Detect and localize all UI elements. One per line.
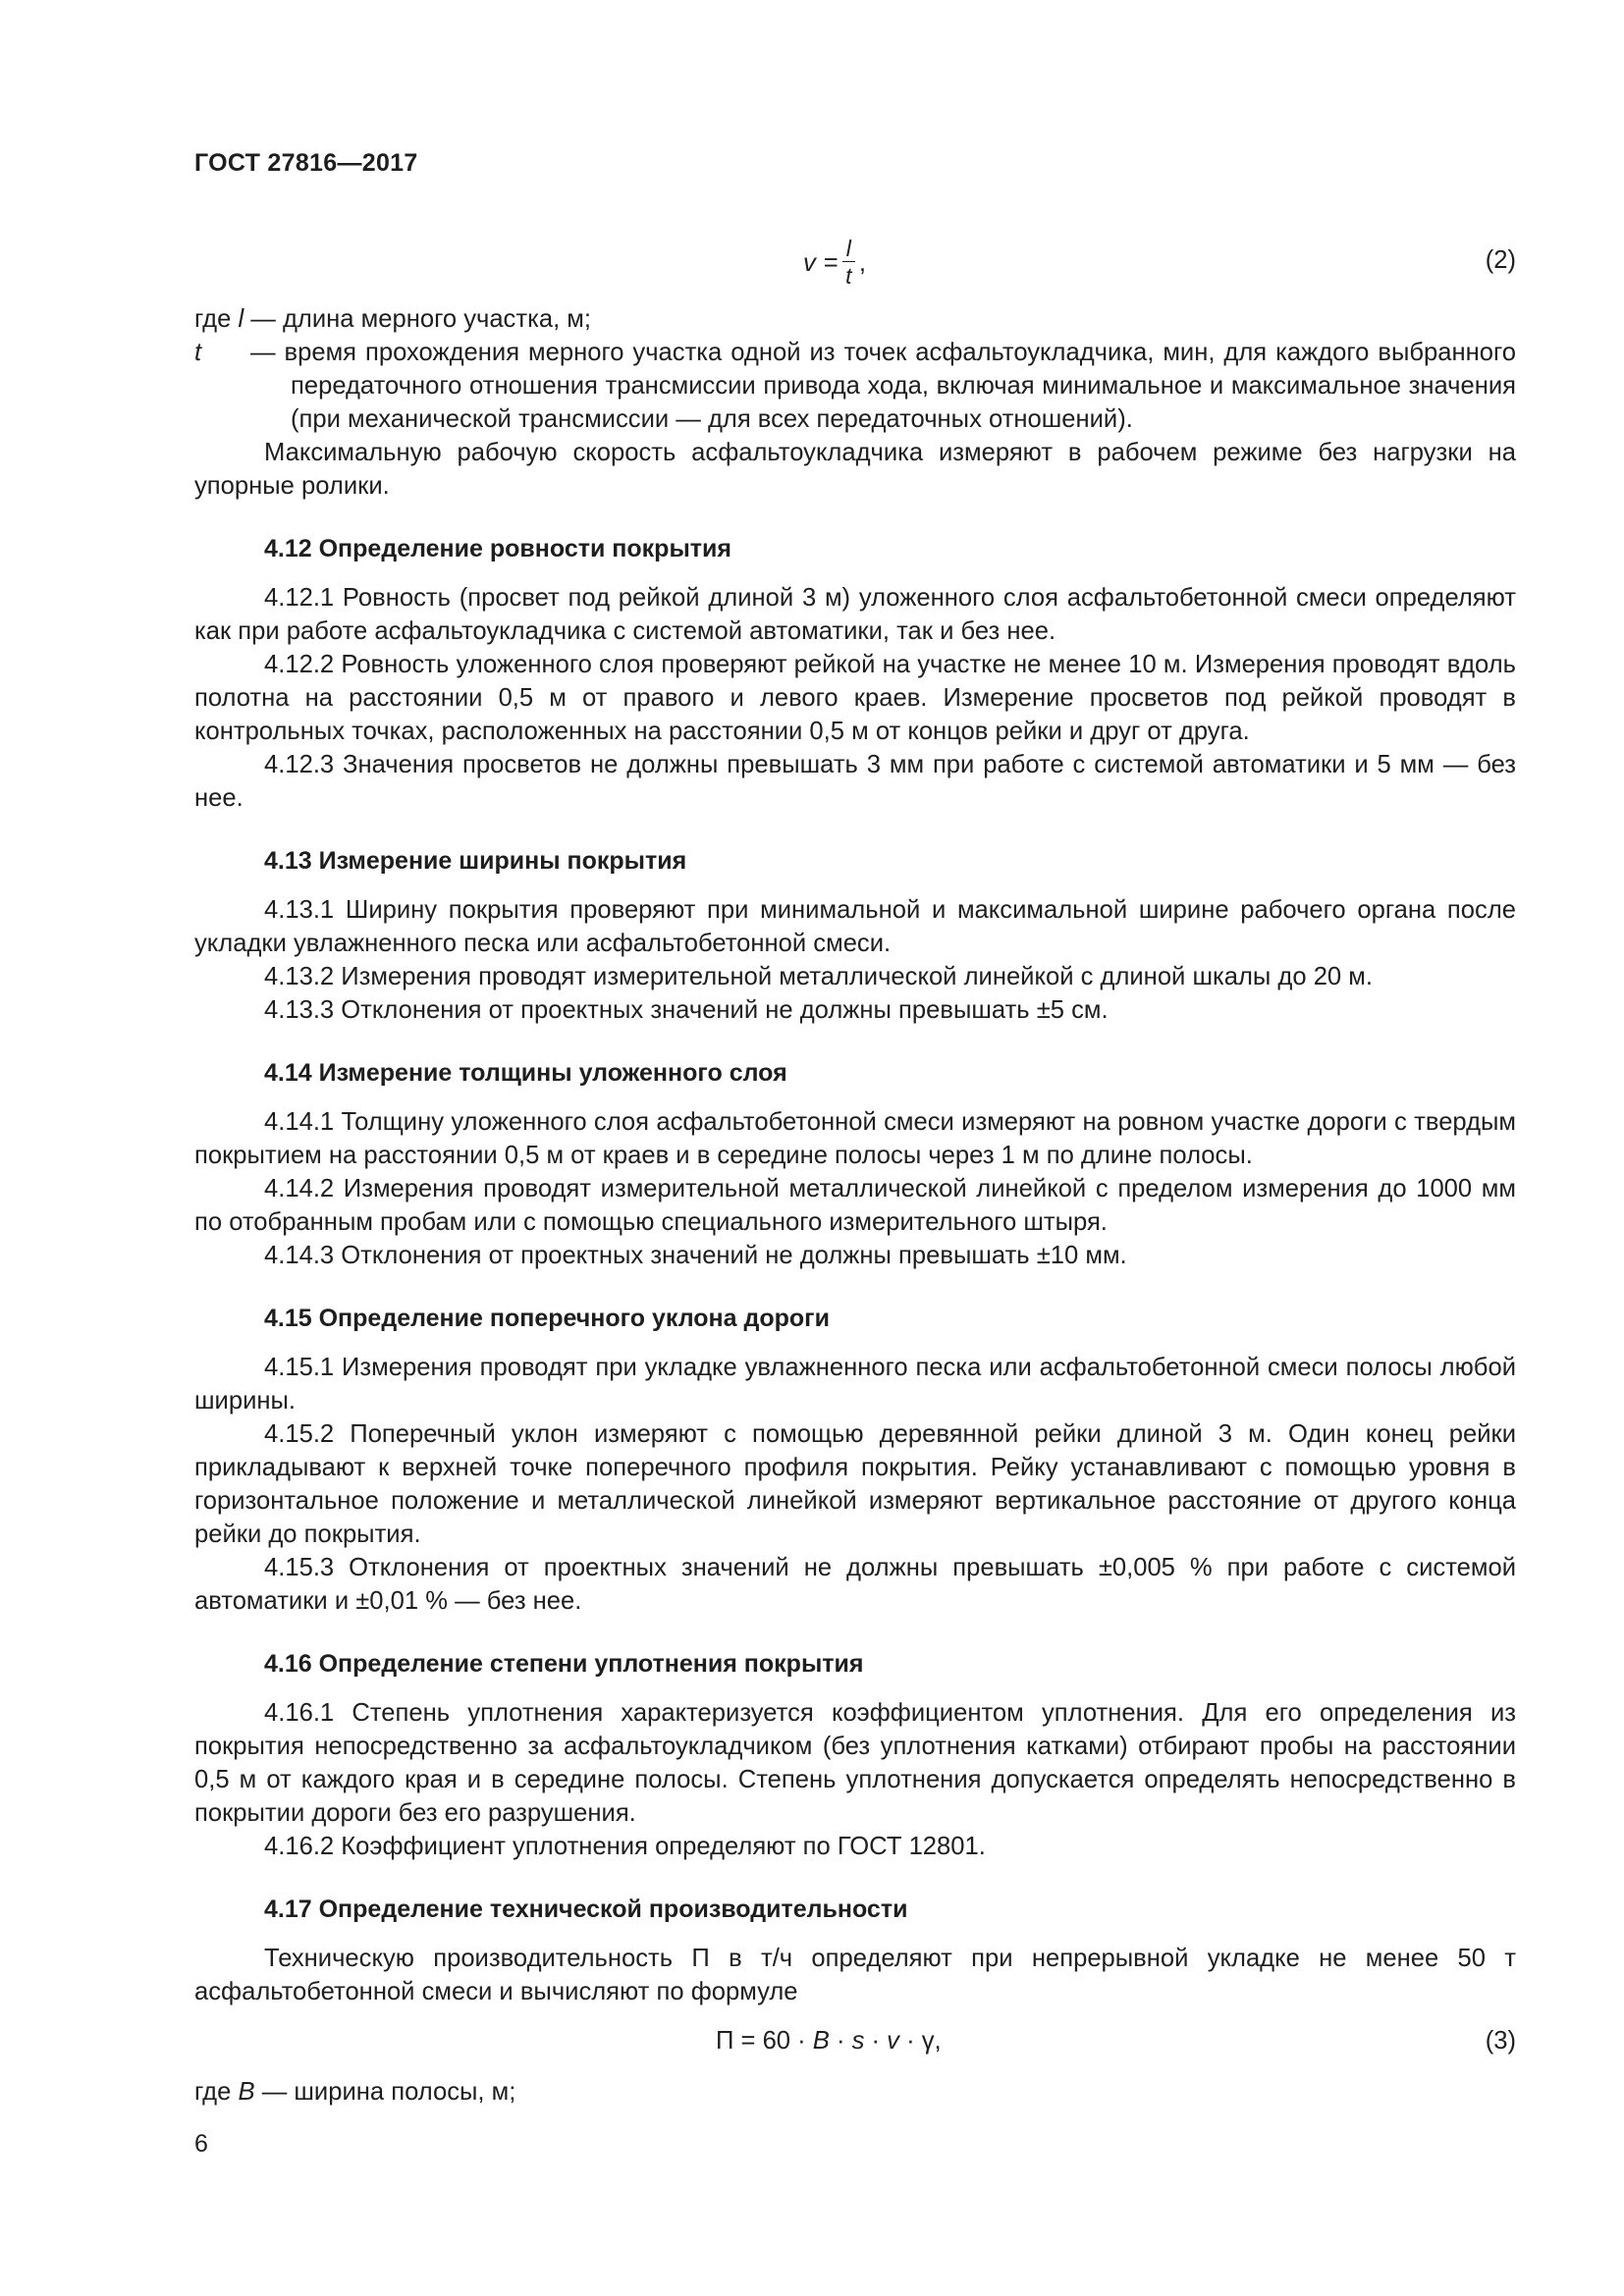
section-heading-4-12: 4.12 Определение ровности покрытия bbox=[264, 535, 731, 562]
formula-tail: · γ, bbox=[898, 2027, 942, 2055]
formula-speed-expression bbox=[803, 236, 866, 290]
formula-fraction bbox=[842, 236, 855, 290]
clause-4-12-3: 4.12.3 Значения просветов не должны превышать 3 мм при работе с системой автоматики и 5 мм — без нее. bbox=[194, 751, 1516, 812]
definition-symbol: t bbox=[194, 339, 202, 366]
where-prefix: где bbox=[194, 305, 232, 333]
section-heading-4-15: 4.15 Определение поперечного уклона дороги bbox=[264, 1305, 830, 1332]
document-header: ГОСТ 27816—2017 bbox=[194, 149, 418, 177]
formula-number: (3) bbox=[1485, 2027, 1516, 2055]
formula-dot: · bbox=[864, 2027, 888, 2055]
formula-equals: = bbox=[823, 248, 839, 277]
where-prefix: где bbox=[194, 2078, 232, 2106]
formula-var-b: B bbox=[812, 2027, 830, 2055]
clause-4-13-3: 4.13.3 Отклонения от проектных значений не должны превышать ±5 см. bbox=[264, 996, 1109, 1024]
formula-denominator: t bbox=[845, 263, 852, 289]
clause-4-17-1: Техническую производительность П в т/ч определяют при непрерывной укладке не менее 50 т асфальтобетонной смеси и вычисляют по формуле bbox=[194, 1945, 1516, 2005]
definition-text: — длина мерного участка, м; bbox=[250, 305, 591, 333]
formula-lhs: v bbox=[803, 248, 816, 277]
section-heading-4-13: 4.13 Измерение ширины покрытия bbox=[264, 847, 687, 875]
definition-symbol: l bbox=[238, 305, 244, 333]
page-number: 6 bbox=[194, 2130, 208, 2158]
clause-4-16-2: 4.16.2 Коэффициент уплотнения определяют по ГОСТ 12801. bbox=[264, 1833, 986, 1860]
clause-4-16-1: 4.16.1 Степень уплотнения характеризуется коэффициентом уплотнения. Для его определения из покрытия непосредственно за асфальтоукладчиком (без уплотнения катками) отбирают пробы на расстоянии 0,5 м от каждого края и в середине полосы. Степень уплотнения допускается определять непосредственно в покрытии дороги без его разрушения. bbox=[194, 1699, 1516, 1827]
definition-symbol: B bbox=[238, 2078, 255, 2106]
section-heading-4-17: 4.17 Определение технической производительности bbox=[264, 1896, 908, 1923]
definition-text: — ширина полосы, м; bbox=[261, 2078, 516, 2106]
clause-4-14-1: 4.14.1 Толщину уложенного слоя асфальтобетонной смеси измеряют на ровном участке дороги с твердым покрытием на расстоянии 0,5 м от краев и в середине полосы через 1 м по длине полосы. bbox=[194, 1108, 1516, 1169]
clause-4-15-2: 4.15.2 Поперечный уклон измеряют с помощью деревянной рейки длиной 3 м. Один конец рейки прикладывают к верхней точке поперечного профиля покрытия. Рейку устанавливают с помощью уровня в горизонтальное положение и металлической линейкой измеряют вертикальное расстояние от другого конца рейки до покрытия. bbox=[194, 1420, 1516, 1548]
formula-var-s: s bbox=[851, 2027, 865, 2055]
document-body bbox=[194, 236, 1516, 2109]
definition-text: — время прохождения мерного участка одной из точек асфальтоукладчика, мин, для каждого выбранного передаточного отношения трансмиссии привода хода, включая минимальное и максимальное значения (при механической трансмиссии — для всех передаточных отношений). bbox=[249, 339, 1516, 433]
definition-l bbox=[194, 302, 1516, 336]
formula-productivity bbox=[194, 2018, 1516, 2073]
clause-4-14-3: 4.14.3 Отклонения от проектных значений не должны превышать ±10 мм. bbox=[264, 1242, 1127, 1269]
clause-4-13-2: 4.13.2 Измерения проводят измерительной металлической линейкой с длиной шкалы до 20 м. bbox=[264, 963, 1373, 990]
formula-var-v: v bbox=[887, 2027, 899, 2055]
section-heading-4-16: 4.16 Определение степени уплотнения покрытия bbox=[264, 1650, 864, 1678]
formula-dot: · bbox=[829, 2027, 852, 2055]
clause-4-13-1: 4.13.1 Ширину покрытия проверяют при минимальной и максимальной ширине рабочего органа после укладки увлажненного песка или асфальтобетонной смеси. bbox=[194, 896, 1516, 957]
definition-t bbox=[194, 336, 1516, 436]
formula-speed bbox=[194, 236, 1516, 300]
formula-number: (2) bbox=[1485, 246, 1516, 274]
formula-part: П = 60 · bbox=[716, 2027, 813, 2055]
formula-numerator: l bbox=[842, 236, 855, 262]
formula-productivity-expression bbox=[716, 2024, 942, 2057]
formula-comma: , bbox=[858, 248, 866, 277]
clause-4-15-3: 4.15.3 Отклонения от проектных значений не должны превышать ±0,005 % при работе с системой автоматики и ±0,01 % — без нее. bbox=[194, 1554, 1516, 1615]
clause-4-15-1: 4.15.1 Измерения проводят при укладке увлажненного песка или асфальтобетонной смеси полосы любой ширины. bbox=[194, 1354, 1516, 1415]
clause-4-14-2: 4.14.2 Измерения проводят измерительной металлической линейкой с пределом измерения до 1000 мм по отобранным пробам или с помощью специального измерительного штыря. bbox=[194, 1175, 1516, 1236]
clause-4-12-1: 4.12.1 Ровность (просвет под рейкой длиной 3 м) уложенного слоя асфальтобетонной смеси определяют как при работе асфальтоукладчика с системой автоматики, так и без нее. bbox=[194, 584, 1516, 645]
section-heading-4-14: 4.14 Измерение толщины уложенного слоя bbox=[264, 1059, 787, 1087]
definition-b bbox=[194, 2075, 1516, 2109]
paragraph-max-speed: Максимальную рабочую скорость асфальтоукладчика измеряют в рабочем режиме без нагрузки на упорные ролики. bbox=[194, 439, 1516, 500]
clause-4-12-2: 4.12.2 Ровность уложенного слоя проверяют рейкой на участке не менее 10 м. Измерения проводят вдоль полотна на расстоянии 0,5 м от правого и левого краев. Измерение просветов под рейкой проводят в контрольных точках, расположенных на расстоянии 0,5 м от концов рейки и друг от друга. bbox=[194, 651, 1516, 745]
